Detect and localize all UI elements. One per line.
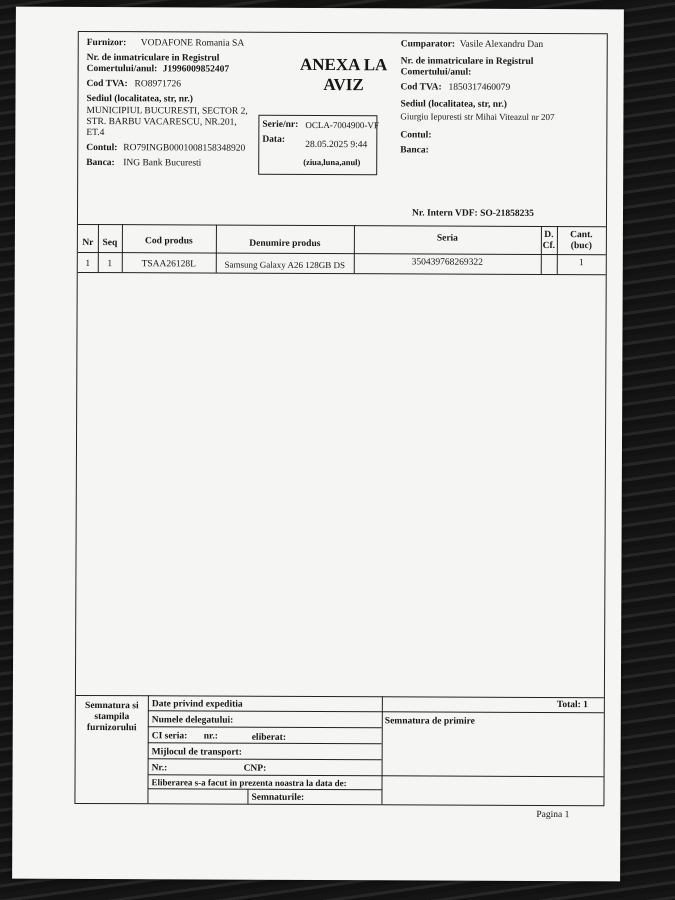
table-header-bottom-line (78, 252, 606, 255)
supplier-contul-label: Contul: (86, 142, 118, 154)
supplier-contul: RO79INGB0001008158348920 (123, 143, 246, 154)
page-title: ANEXA LA AVIZ (299, 54, 388, 95)
footer-line (148, 758, 382, 760)
supplier-label: Furnizor: (86, 37, 127, 49)
buyer-sediu-label: Sediul (localitatea, str, nr.) (400, 99, 507, 110)
supplier-address-1: MUNICIPIUL BUCURESTI, SECTOR 2, (86, 105, 248, 117)
header-denumire: Denumire produs (249, 238, 321, 250)
row-cant: 1 (578, 258, 584, 269)
header-cod: Cod produs (145, 236, 193, 247)
table-row-bottom-line (78, 272, 606, 275)
buyer-tva: 1850317460079 (448, 82, 511, 93)
supplier-banca: ING Bank Bucuresti (123, 158, 202, 169)
supplier-tva-label: Cod TVA: (86, 78, 128, 90)
header-seria: Seria (436, 233, 458, 244)
signatures-label: Semnaturile: (251, 792, 305, 803)
footer-line (382, 775, 604, 777)
header-cant: Cant. (570, 230, 593, 241)
date-label: Data: (262, 134, 286, 145)
signature-supplier-3: furnizorului (86, 722, 137, 734)
supplier-reg-label: Nr. de inmatriculare in Registrul (86, 52, 220, 64)
ci-eliberat-label: eliberat: (251, 732, 287, 743)
total-label: Total: 1 (556, 700, 588, 711)
footer-nr-label: Nr.: (151, 763, 168, 774)
row-seria: 350439768269322 (411, 257, 483, 268)
supplier-name: VODAFONE Romania SA (140, 38, 245, 49)
serie-label: Serie/nr: (262, 119, 299, 130)
header-cf: Cf. (542, 240, 556, 252)
serie-value: OCLA-7004900-VF (305, 119, 379, 131)
date-value: 28.05.2025 9:44 (305, 139, 368, 151)
header-d: D. (544, 229, 554, 241)
transport-label: Mijlocul de transport: (151, 747, 242, 758)
row-cod: TSAA26128L (141, 259, 196, 270)
buyer-reg-label: Nr. de inmatriculare in Registrul (400, 56, 534, 67)
release-statement: Eliberarea s-a facut in prezenta noastra la data de: (151, 777, 347, 789)
signature-supplier-2: stampila (94, 712, 130, 723)
supplier-banca-label: Banca: (86, 157, 115, 169)
signature-supplier-1: Semnatura si (85, 700, 139, 712)
header-buc: (buc) (570, 241, 592, 252)
buyer-address: Giurgiu Iepuresti str Mihai Viteazul nr 207 (400, 111, 555, 123)
delegate-name-label: Numele delegatului: (151, 715, 234, 726)
buyer-reg-label-2: Comertului/anul: (400, 67, 472, 78)
buyer-label: Cumparator: (400, 39, 456, 50)
header-seq: Seq (102, 238, 118, 249)
serie-box (258, 115, 377, 176)
row-denumire: Samsung Galaxy A26 128GB DS (224, 259, 346, 271)
row-seq: 1 (107, 259, 113, 270)
footer-line (148, 710, 604, 713)
table-top-line (78, 224, 606, 227)
footer-top-line (76, 695, 604, 698)
shipping-title: Date privind expeditia (151, 699, 243, 710)
header-nr: Nr (82, 237, 94, 249)
cnp-label: CNP: (243, 763, 267, 774)
supplier-address-3: ET.4 (86, 127, 105, 139)
intern-number: Nr. Intern VDF: SO-21858235 (411, 208, 534, 219)
document-page (12, 7, 624, 882)
ci-seria-label: CI seria: (151, 731, 188, 742)
row-nr: 1 (85, 258, 91, 270)
buyer-tva-label: Cod TVA: (400, 82, 442, 93)
date-format: (ziua,luna,anul) (303, 156, 361, 168)
supplier-reg-label-2: Comertului/anul: (86, 63, 158, 75)
buyer-contul-label: Contul: (400, 130, 432, 141)
footer-divider (247, 789, 248, 804)
footer-line (148, 726, 382, 728)
supplier-sediu-label: Sediul (localitatea, str, nr.) (86, 93, 193, 105)
supplier-tva: RO8971726 (134, 79, 182, 90)
footer-divider (381, 696, 382, 804)
supplier-reg-value: J1996009852407 (162, 64, 230, 75)
buyer-name: Vasile Alexandru Dan (459, 39, 544, 50)
receipt-signature-label: Semnatura de primire (384, 716, 475, 727)
document-frame (74, 31, 607, 806)
buyer-banca-label: Banca: (400, 145, 429, 156)
ci-nr-label: nr.: (203, 731, 218, 742)
supplier-address-2: STR. BARBU VACARESCU, NR.201, (86, 116, 237, 128)
page-number: Pagina 1 (536, 809, 570, 821)
